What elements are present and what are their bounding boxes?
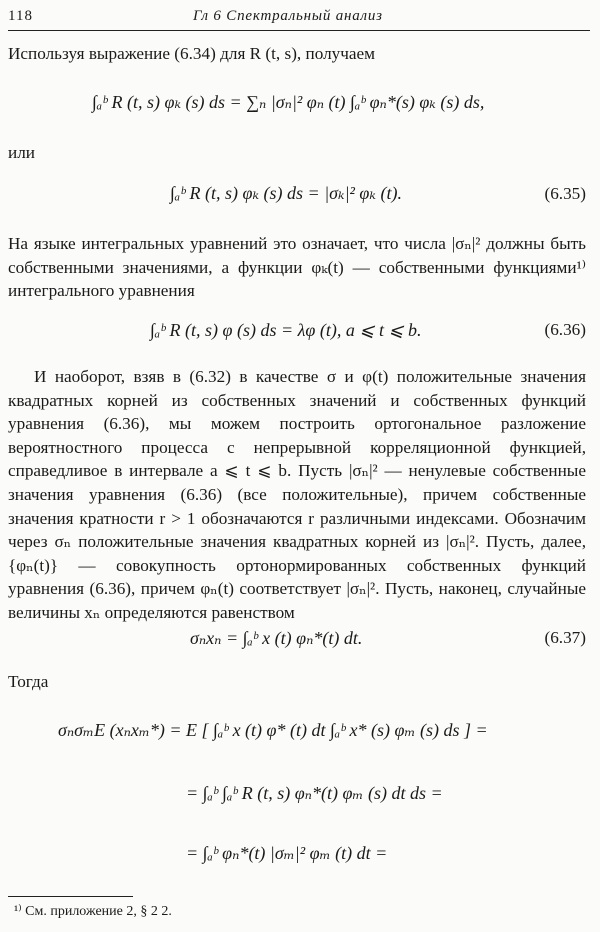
page-header	[8, 6, 590, 31]
equation-number-6-35: (6.35)	[544, 184, 586, 203]
equation-number-6-37: (6.37)	[544, 628, 586, 647]
equation-a: ∫ₐᵇ R (t, s) φₖ (s) ds = ∑ₙ |σₙ|² φₙ (t) ∫ₐᵇ φₙ*(s) φₖ (s) ds,	[92, 92, 485, 112]
footnote: ¹⁾ См. приложение 2, § 2 2.	[14, 904, 172, 919]
equation-b-line1: σₙσₘE (xₙxₘ*) = E [ ∫ₐᵇ x (t) φ* (t) dt ∫ₐᵇ x* (s) φₘ (s) ds ] =	[58, 720, 488, 740]
togda-word: Тогда	[8, 672, 49, 691]
equation-6-35: ∫ₐᵇ R (t, s) φₖ (s) ds = |σₖ|² φₖ (t).	[170, 183, 402, 203]
equation-b-line2: = ∫ₐᵇ ∫ₐᵇ R (t, s) φₙ*(t) φₘ (s) dt ds =	[186, 783, 443, 803]
equation-6-37: σₙxₙ = ∫ₐᵇ x (t) φₙ*(t) dt.	[190, 628, 363, 648]
equation-number-6-36: (6.36)	[544, 320, 586, 339]
ili-word: или	[8, 143, 35, 162]
page-number: 118	[8, 8, 33, 24]
paragraph-conversely: И наоборот, взяв в (6.32) в качестве σ и φ(t) положительные значения квадратных корней из собственных значений и собственных функций уравнения (6.36), мы можем построить ортогональное разложение вероятностного процесса с непрерывной корреляционной функцией, справедливое в интервале a ⩽ t ⩽ b. Пусть |σₙ|² — ненулевые собственные значения уравнения (6.36) (все положительные), причем собственные значения кратности r > 1 обозначаются r различными индексами. Обозначим через σₙ положительные значения квадратных корней из |σₙ|². Пусть, далее, {φₙ(t)} — совокупность ортонормированных собственных функций уравнения (6.36), причем φₙ(t) соответствует |σₙ|². Пусть, наконец, случайные величины xₙ определяются равенством	[8, 367, 586, 622]
running-title: Гл 6 Спектральный анализ	[193, 8, 383, 24]
equation-6-36: ∫ₐᵇ R (t, s) φ (s) ds = λφ (t), a ⩽ t ⩽ b.	[150, 320, 422, 340]
intro-line: Используя выражение (6.34) для R (t, s), получаем	[8, 44, 376, 63]
equation-b-line3: = ∫ₐᵇ φₙ*(t) |σₘ|² φₘ (t) dt =	[186, 843, 388, 863]
paragraph-integral-equations: На языке интегральных уравнений это означает, что числа |σₙ|² должны быть собственными значениями, а функции φₖ(t) — собственными функциями¹⁾ интегрального уравнения	[8, 234, 586, 301]
footnote-rule	[8, 896, 133, 897]
